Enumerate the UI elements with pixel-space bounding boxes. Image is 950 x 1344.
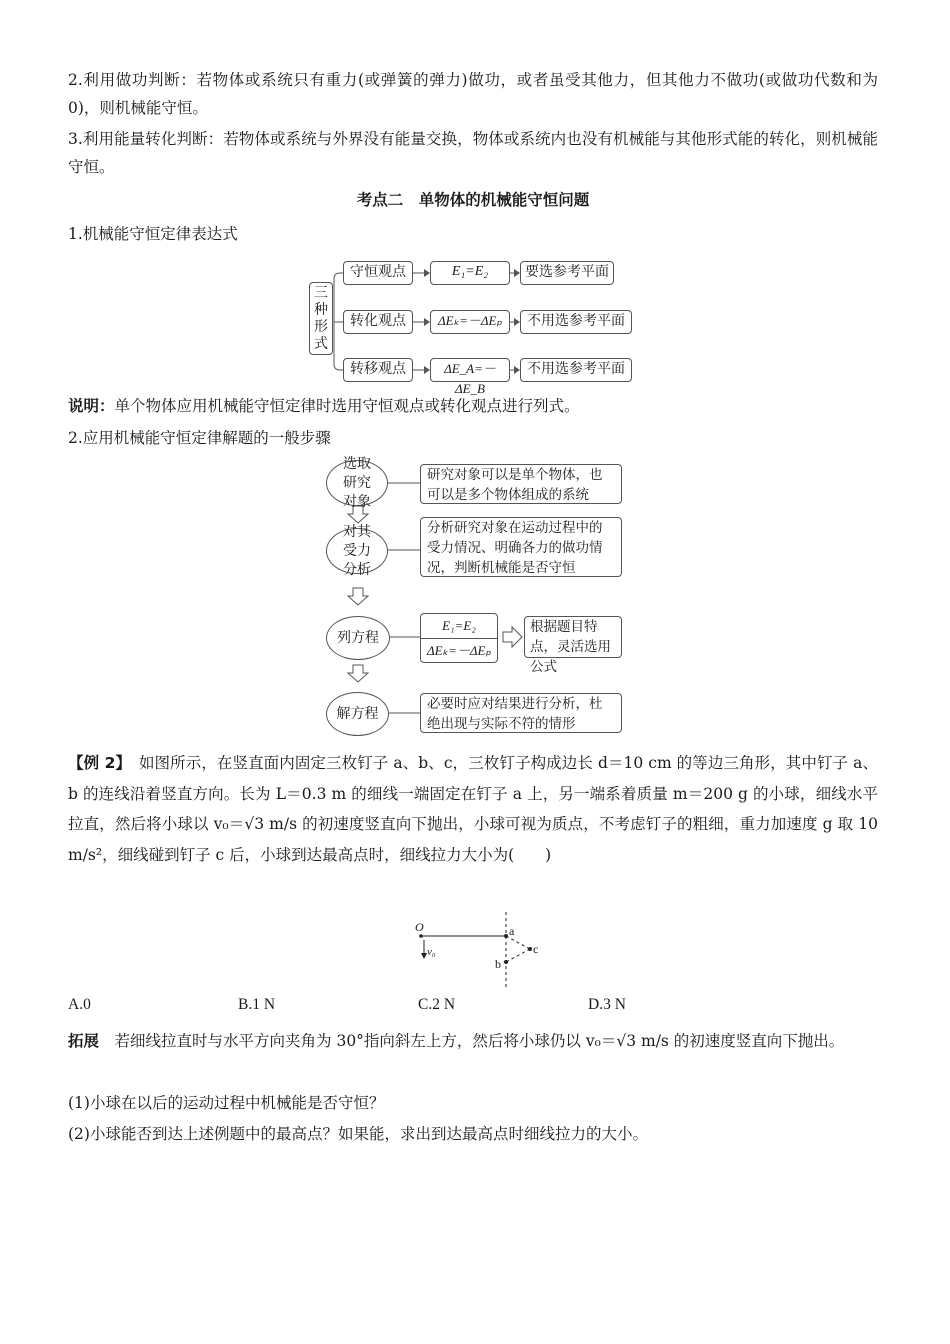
figure-label-b: b <box>495 957 501 971</box>
bracket-label-three-forms: 三种形式 <box>309 282 333 355</box>
step-force-analysis-desc: 分析研究对象在运动过程中的受力情况、明确各力的做功情况，判断机械能是否守恒 <box>420 517 622 577</box>
example-text: 如图所示，在竖直面内固定三枚钉子 a、b、c，三枚钉子构成边长 d＝10 cm 的等边三角形，其中钉子 a、b 的连线沿着竖直方向。长为 L＝0.3 m 的细线一端固定在钉子 a 上，另一端系着质量 m＝200 g 的小球，细线水平拉直，然后将小球以 v₀＝√3 m/s 的初速度竖直向下抛出，小球可视为质点，不考虑钉子的粗细，重力加速度 g 取 10 m/s²，细线碰到钉子 c 后，小球到达最高点时，细线拉力大小为( ) <box>68 754 878 864</box>
step-list-equations-desc: 根据题目特点，灵活选用公式 <box>524 616 622 658</box>
formula-dek-dep: ΔEₖ=－ΔEₚ <box>430 310 510 334</box>
step-select-object-desc: 研究对象可以是单个物体，也可以是多个物体组成的系统 <box>420 464 622 504</box>
extension-question-2: (2)小球能否到达上述例题中的最高点？如果能，求出到达最高点时细线拉力的大小。 <box>68 1125 648 1143</box>
option-c: C.2 N <box>418 996 456 1013</box>
paragraph-energy-criterion: 3.利用能量转化判断：若物体或系统与外界没有能量交换，物体或系统内也没有机械能与其他形式能的转化，则机械能守恒。 <box>68 130 878 176</box>
note-label: 说明： <box>68 397 115 415</box>
figure-label-o: O <box>415 920 424 934</box>
figure-label-v0: v₀ <box>427 946 436 958</box>
heading-expressions: 1.机械能守恒定律表达式 <box>68 225 238 243</box>
step-solve-equations: 解方程 <box>326 692 389 736</box>
formula-dea-deb: ΔE_A=－ΔE_B <box>430 358 510 382</box>
extension-text: 若细线拉直时与水平方向夹角为 30°指向斜左上方，然后将小球仍以 v₀＝√3 m/s 的初速度竖直向下抛出。 <box>114 1032 845 1050</box>
step-solve-equations-desc: 必要时应对结果进行分析，杜绝出现与实际不符的情形 <box>420 693 622 733</box>
figure-label-c: c <box>533 942 539 956</box>
note-no-reference-plane-1: 不用选参考平面 <box>520 310 632 334</box>
option-d: D.3 N <box>588 996 626 1013</box>
note-reference-plane: 要选参考平面 <box>520 261 614 285</box>
step-select-object: 选取研究对象 <box>326 460 388 506</box>
extension-label: 拓展 <box>68 1032 100 1050</box>
note-text: 单个物体应用机械能守恒定律时选用守恒观点或转化观点进行列式。 <box>114 397 580 415</box>
equation-dek-dep: ΔEₖ=－ΔEₚ <box>426 643 492 658</box>
option-a: A.0 <box>68 996 91 1013</box>
view-transformation: 转化观点 <box>343 310 413 334</box>
option-b: B.1 N <box>238 996 276 1013</box>
heading-steps: 2.应用机械能守恒定律解题的一般步骤 <box>68 429 331 447</box>
section-title: 考点二 单物体的机械能守恒问题 <box>356 191 590 209</box>
extension-question-1: (1)小球在以后的运动过程中机械能是否守恒？ <box>68 1094 385 1112</box>
step-list-equations: 列方程 <box>326 616 390 660</box>
note-no-reference-plane-2: 不用选参考平面 <box>520 358 632 382</box>
view-transfer: 转移观点 <box>343 358 413 382</box>
figure-label-a: a <box>509 924 515 938</box>
extension-paragraph <box>68 1026 878 1056</box>
equation-e1-e2: E₁=E₂ <box>421 614 497 639</box>
paragraph-work-criterion: 2.利用做功判断：若物体或系统只有重力(或弹簧的弹力)做功，或者虽受其他力，但其他力不做功(或做功代数和为 0)，则机械能守恒。 <box>68 71 878 117</box>
formula-e1-e2: E₁=E₂ <box>430 261 510 285</box>
step-force-analysis: 对其受力分析 <box>326 528 388 574</box>
example-label: 【例 2】 <box>68 754 124 772</box>
view-conservation: 守恒观点 <box>343 261 413 285</box>
